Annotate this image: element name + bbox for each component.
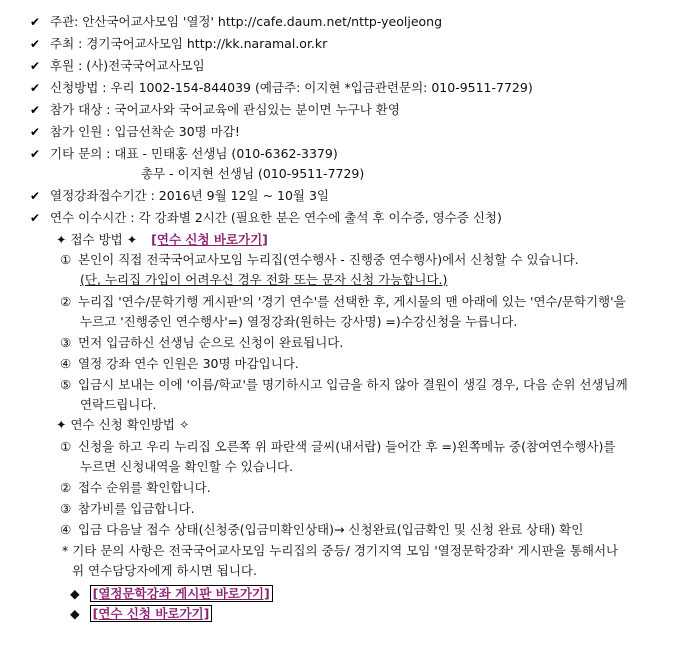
section-confirm-heading: ✦ 연수 신청 확인방법 ✧ <box>56 417 190 432</box>
list-item: ① 신청을 하고 우리 누리집 오른쪽 위 파란색 글씨(내서랍) 들어간 후 =)왼쪽메뉴 중(참여연수행사)를 <box>60 439 616 454</box>
list-item: ④ 입금 다음날 접수 상태(신청중(입금미확인상태)→ 신청완료(입금확인 및 신청 완료 상태) 확인 <box>60 522 584 537</box>
check-icon: ✔ <box>30 81 41 95</box>
check-icon: ✔ <box>30 189 41 203</box>
check-icon: ✔ <box>30 147 41 161</box>
apply-link[interactable]: [연수 신청 바로가기] <box>151 232 268 247</box>
check-icon: ✔ <box>30 37 41 51</box>
apply-link-bottom[interactable]: [연수 신청 바로가기] <box>90 605 213 622</box>
board-link[interactable]: [열정문학강좌 게시판 바로가기] <box>90 585 273 602</box>
list-item: (단, 누리집 가입이 어려우신 경우 전화 또는 문자 신청 가능합니다.) <box>80 272 448 287</box>
check-icon: ✔ <box>30 211 41 225</box>
list-item: 누르고 '진행중인 연수행사'=) 열정강좌(원하는 강사명) =)수강신청을 누릅니다. <box>80 314 518 329</box>
check-icon: ✔ <box>30 103 41 117</box>
diamond-icon: ◆ <box>70 606 80 621</box>
list-item: ③ 참가비를 입금합니다. <box>60 501 195 516</box>
check-icon: ✔ <box>30 15 41 29</box>
section-apply-heading: ✦ 접수 방법 ✦ [연수 신청 바로가기] <box>56 232 268 247</box>
list-item: 연락드립니다. <box>80 397 157 412</box>
list-item: 누르면 신청내역을 확인할 수 있습니다. <box>80 459 294 474</box>
list-item: ③ 먼저 입금하신 선생님 순으로 신청이 완료됩니다. <box>60 335 344 350</box>
link-apply <box>70 604 212 624</box>
list-item: ⑤ 입금시 보내는 이에 '이름/학교'를 명기하시고 입금을 하지 않아 결원이 생길 경우, 다음 순위 선생님께 <box>60 377 628 392</box>
list-item: ④ 열정 강좌 연수 인원은 30명 마감입니다. <box>60 356 299 371</box>
list-item: ① 본인이 직접 전국국어교사모임 누리집(연수행사 - 진행중 연수행사)에서 신청할 수 있습니다. <box>60 252 579 267</box>
link-board <box>70 584 273 604</box>
diamond-icon: ◆ <box>70 586 80 601</box>
list-item: ② 접수 순위를 확인합니다. <box>60 480 211 495</box>
note-text: * 기타 문의 사항은 전국국어교사모임 누리집의 중등/ 경기지역 모임 '열정문학강좌' 게시판을 통해서나 <box>62 543 619 558</box>
check-icon: ✔ <box>30 125 41 139</box>
note-text: 위 연수담당자에게 하시면 됩니다. <box>72 563 257 578</box>
list-item: ② 누리집 '연수/문학기행 게시판'의 '경기 연수'를 선택한 후, 게시물의 맨 아래에 있는 '연수/문학기행'을 <box>60 294 626 309</box>
check-icon: ✔ <box>30 59 41 73</box>
